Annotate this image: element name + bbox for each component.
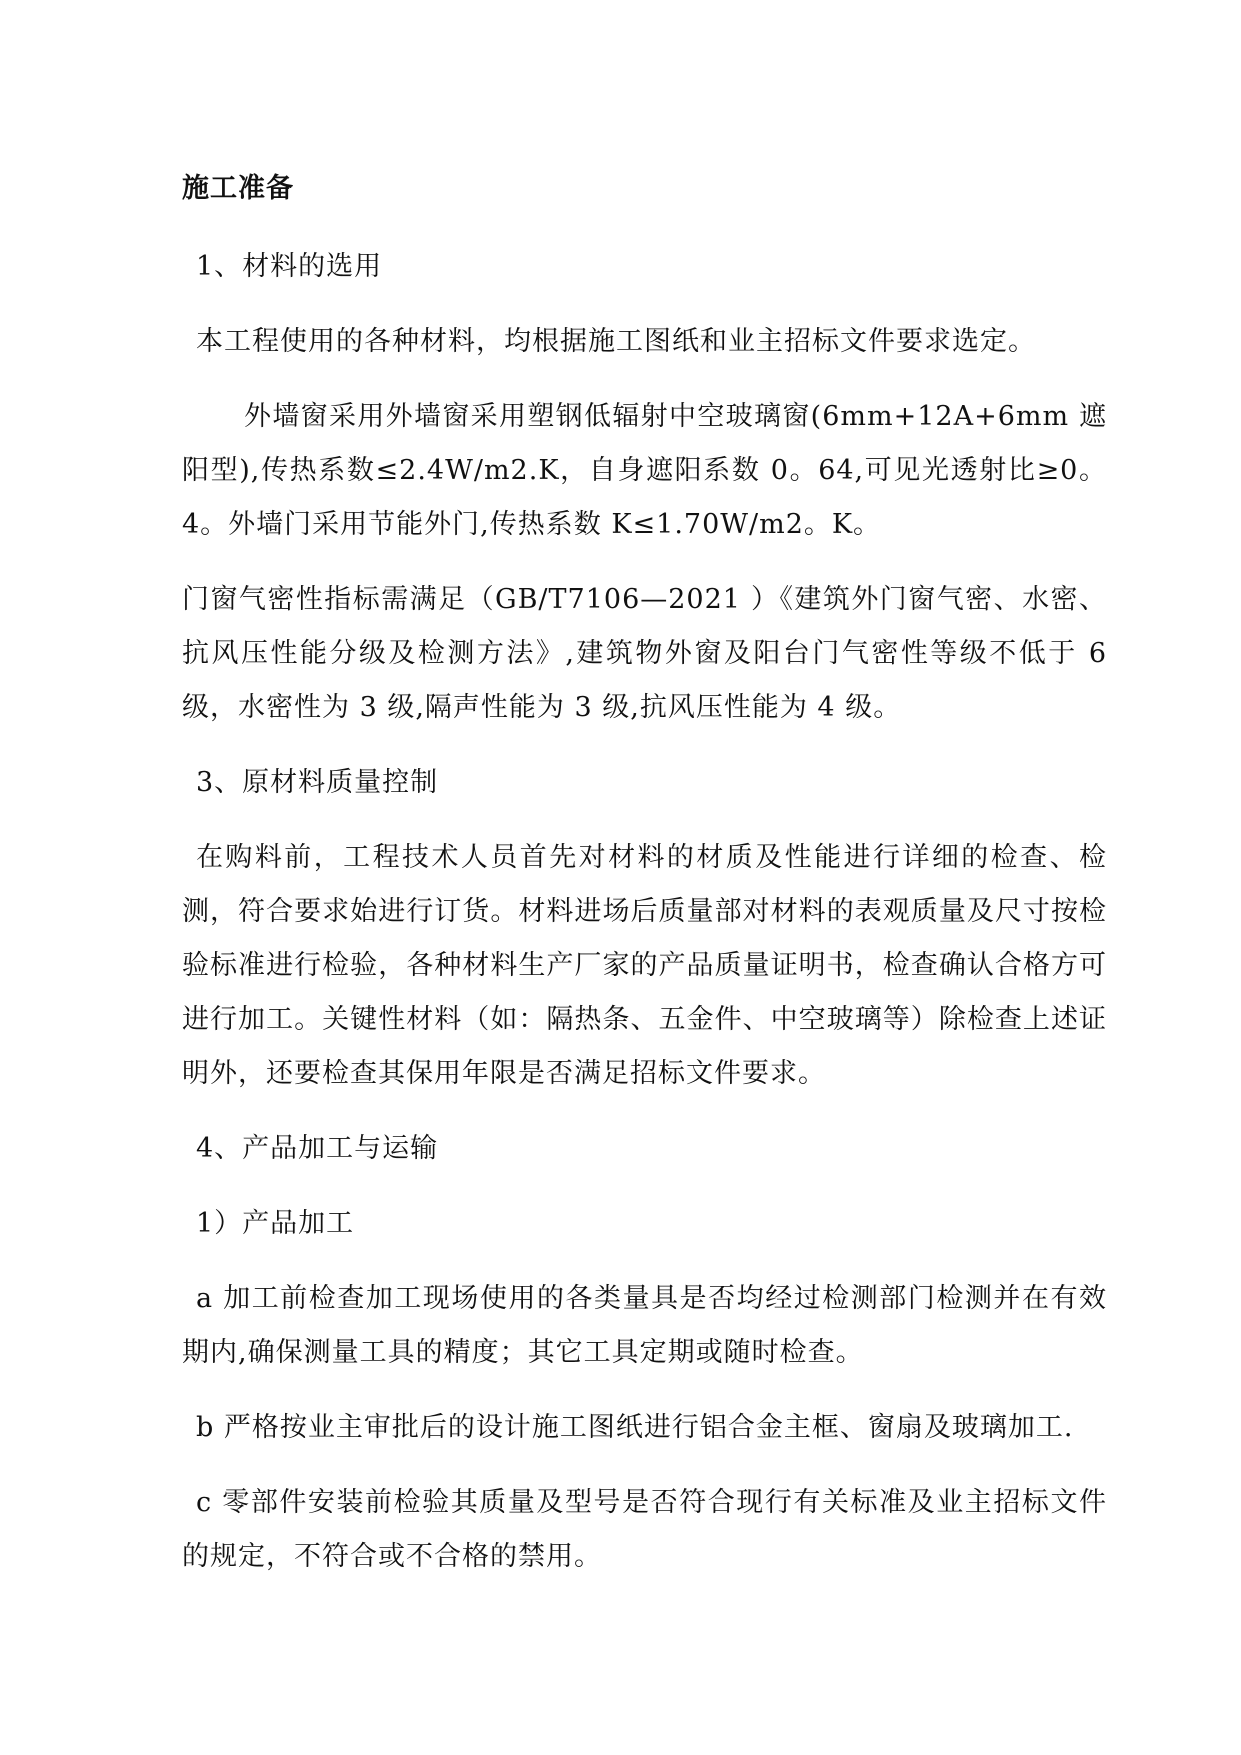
subheading-processing-transport: 4、产品加工与运输 <box>196 1133 439 1164</box>
paragraph-airtightness-standard: 门窗气密性指标需满足（GB/T7106—2021 ）《建筑外门窗气密、水密、抗风压性能分级及检测方法》,建筑物外窗及阳台门气密性等级不低于 6 级，水密性为 3 级,隔声性能为 3 级,抗风压性能为 4 级。 <box>182 584 1107 723</box>
document-body <box>182 160 1107 1584</box>
subheading-material-selection: 1、材料的选用 <box>196 251 383 282</box>
subheading-raw-material-quality: 3、原材料质量控制 <box>196 767 439 798</box>
paragraph-item-a: a 加工前检查加工现场使用的各类量具是否均经过检测部门检测并在有效期内,确保测量工具的精度；其它工具定期或随时检查。 <box>182 1283 1107 1368</box>
paragraph-material-basis: 本工程使用的各种材料，均根据施工图纸和业主招标文件要求选定。 <box>196 326 1036 357</box>
paragraph-item-b: b 严格按业主审批后的设计施工图纸进行铝合金主框、窗扇及玻璃加工. <box>196 1412 1074 1443</box>
paragraph-quality-control: 在购料前，工程技术人员首先对材料的材质及性能进行详细的检查、检测，符合要求始进行订货。材料进场后质量部对材料的表观质量及尺寸按检验标准进行检验，各种材料生产厂家的产品质量证明书，检查确认合格方可进行加工。关键性材料（如：隔热条、五金件、中空玻璃等）除检查上述证明外，还要检查其保用年限是否满足招标文件要求。 <box>182 842 1107 1089</box>
paragraph-item-c: c 零部件安装前检验其质量及型号是否符合现行有关标准及业主招标文件的规定，不符合或不合格的禁用。 <box>182 1487 1107 1572</box>
section-title: 施工准备 <box>182 173 294 204</box>
subheading-product-processing: 1）产品加工 <box>196 1208 355 1239</box>
paragraph-exterior-window-spec: 外墙窗采用外墙窗采用塑钢低辐射中空玻璃窗(6mm+12A+6mm 遮阳型),传热系数≤2.4W/m2.K，自身遮阳系数 0。64,可见光透射比≥0。4。外墙门采用节能外门,传热系数 K≤1.70W/m2。K。 <box>182 401 1107 540</box>
